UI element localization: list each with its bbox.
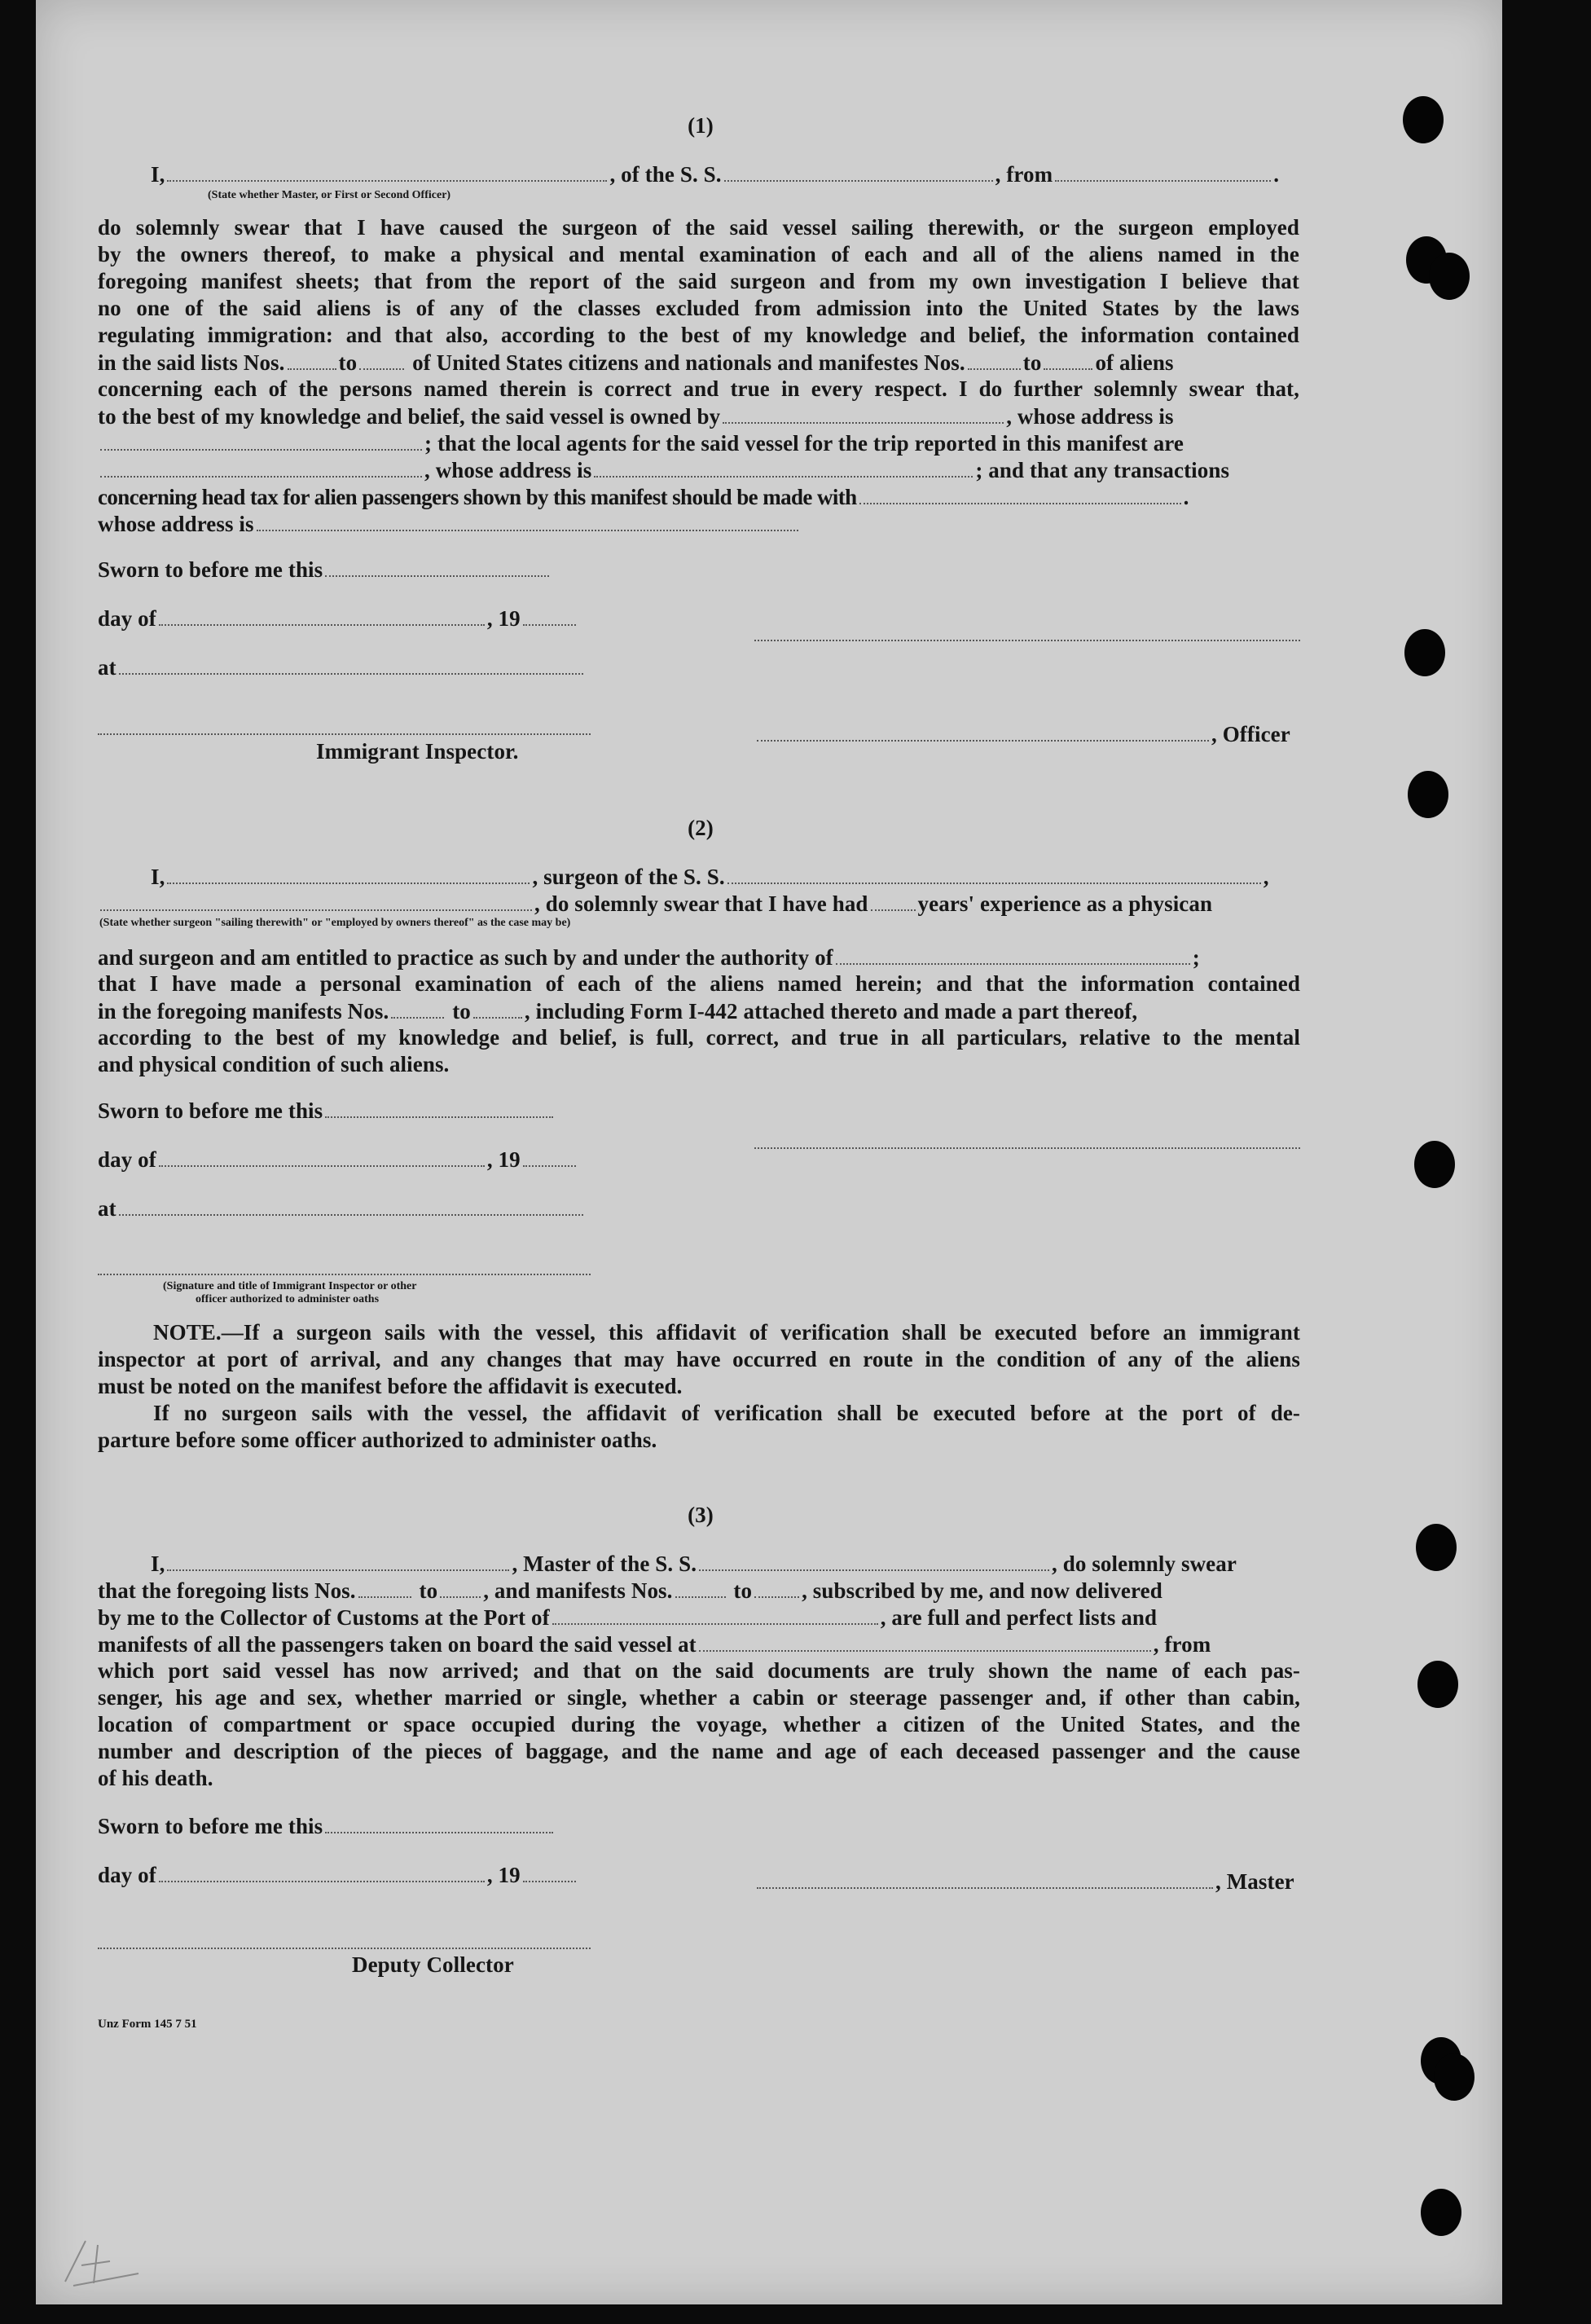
punch-hole <box>1403 96 1444 143</box>
paragraph-line: and surgeon and am entitled to practice as such by and under the authority of ; <box>98 945 1200 970</box>
inspector-label: Immigrant Inspector. <box>316 739 519 764</box>
signature-caption: officer authorized to administer oaths <box>196 1293 380 1305</box>
oath-line: I, , of the S. S. , from . <box>151 162 1280 187</box>
signature-line <box>754 1147 1300 1149</box>
paragraph-line: according to the best of my knowledge and belief, is full, correct, and true in all particulars, relative to the mental <box>98 1025 1300 1050</box>
punch-hole <box>1414 1141 1455 1188</box>
signature-line <box>98 1948 591 1949</box>
sworn-label: Sworn to before me this <box>98 556 552 583</box>
punch-hole <box>1434 2053 1475 2101</box>
officer-line: , Officer <box>754 720 1290 748</box>
paragraph-line: senger, his age and sex, whether married or single, whether a cabin or steerage passenger and, if other than cabin, <box>98 1685 1300 1710</box>
day-of-label: day of , 19 <box>98 1146 578 1173</box>
punch-hole <box>1408 771 1448 818</box>
master-line: , Master <box>754 1868 1294 1895</box>
paragraph-line: , whose address is ; and that any transactions <box>98 456 1229 484</box>
note-line: inspector at port of arrival, and any changes that may have occurred en route in the condition of any of the aliens <box>98 1347 1300 1371</box>
section-number: (2) <box>688 816 714 840</box>
paragraph-line: manifests of all the passengers taken on board the said vessel at , from <box>98 1632 1211 1657</box>
sworn-label: Sworn to before me this <box>98 1097 556 1125</box>
field-note: (State whether Master, or First or Second Officer) <box>208 189 451 201</box>
paragraph-line: by the owners thereof, to make a physical and mental examination of each and all of the aliens named in the <box>98 242 1299 266</box>
deputy-label: Deputy Collector <box>352 1952 514 1977</box>
paragraph-line: foregoing manifest sheets; that from the report of the said surgeon and from my own investigation I believe that <box>98 269 1299 293</box>
paragraph-line: regulating immigration: and that also, according to the best of my knowledge and belief, the information contained <box>98 323 1299 347</box>
paragraph-line: and physical condition of such aliens. <box>98 1052 450 1076</box>
note-line: NOTE.—If a surgeon sails with the vessel, this affidavit of verification shall be executed before an immigrant <box>153 1320 1300 1345</box>
paragraph-line: in the said lists Nos. to of United States citizens and nationals and manifestes Nos. to of aliens <box>98 350 1174 375</box>
signature-line <box>98 733 591 735</box>
paragraph-line: do solemnly swear that I have caused the surgeon of the said vessel sailing therewith, or the surgeon employed <box>98 215 1299 240</box>
day-of-label: day of , 19 <box>98 1861 578 1889</box>
signature-line <box>754 640 1300 641</box>
paragraph-line: to the best of my knowledge and belief, the said vessel is owned by , whose address is <box>98 404 1174 429</box>
note-line: must be noted on the manifest before the affidavit is executed. <box>98 1374 683 1398</box>
signature-line <box>98 1274 591 1275</box>
paragraph-line: no one of the said aliens is of any of the classes excluded from admission into the United States by the laws <box>98 296 1299 320</box>
oath-line: , do solemnly swear that I have had years' experience as a physican <box>98 890 1212 918</box>
paragraph-line: ; that the local agents for the said vessel for the trip reported in this manifest are <box>98 429 1184 457</box>
paragraph-line: location of compartment or space occupied during the voyage, whether a citizen of the United States, and the <box>98 1712 1300 1736</box>
at-label: at <box>98 1195 586 1222</box>
pencil-mark <box>49 2233 171 2290</box>
day-of-label: day of , 19 <box>98 605 578 632</box>
form-number: Unz Form 145 7 51 <box>98 2018 197 2031</box>
field-note: (State whether surgeon "sailing therewith" or "employed by owners thereof" as the case may be) <box>99 917 571 929</box>
paragraph-line: by me to the Collector of Customs at the Port of , are full and perfect lists and <box>98 1605 1158 1630</box>
paragraph-line: whose address is <box>98 510 801 538</box>
punch-hole <box>1429 253 1470 300</box>
paragraph-line: of his death. <box>98 1766 213 1790</box>
paragraph-line: number and description of the pieces of baggage, and the name and age of each deceased passenger and the cause <box>98 1739 1300 1763</box>
oath-line: I, , Master of the S. S. , do solemnly swear <box>151 1552 1237 1576</box>
punch-hole <box>1416 1524 1457 1571</box>
punch-hole <box>1404 629 1445 676</box>
section-number: (3) <box>688 1503 714 1527</box>
signature-caption: (Signature and title of Immigrant Inspector or other <box>163 1280 417 1292</box>
punch-hole <box>1417 1661 1458 1708</box>
section-number: (1) <box>688 113 714 138</box>
oath-line: I, , surgeon of the S. S. , <box>151 865 1269 889</box>
punch-hole <box>1421 2189 1461 2236</box>
paragraph-line: that the foregoing lists Nos. to , and manifests Nos. to , subscribed by me, and now delivered <box>98 1578 1162 1603</box>
paragraph-line: that I have made a personal examination of each of the aliens named herein; and that the information contained <box>98 971 1300 996</box>
sworn-label: Sworn to before me this <box>98 1812 556 1840</box>
paragraph-line: in the foregoing manifests Nos. to , including Form I-442 attached thereto and made a part thereof, <box>98 999 1138 1023</box>
paragraph-line: concerning each of the persons named therein is correct and true in every respect. I do further solemnly swear that, <box>98 376 1299 401</box>
note-line: parture before some officer authorized to administer oaths. <box>98 1428 657 1452</box>
paragraph-line: concerning head tax for alien passengers shown by this manifest should be made with . <box>98 485 1189 509</box>
at-label: at <box>98 654 586 681</box>
paragraph-line: which port said vessel has now arrived; and that on the said documents are truly shown the name of each pas- <box>98 1658 1300 1683</box>
note-line: If no surgeon sails with the vessel, the affidavit of verification shall be executed before at the port of de- <box>153 1401 1300 1425</box>
